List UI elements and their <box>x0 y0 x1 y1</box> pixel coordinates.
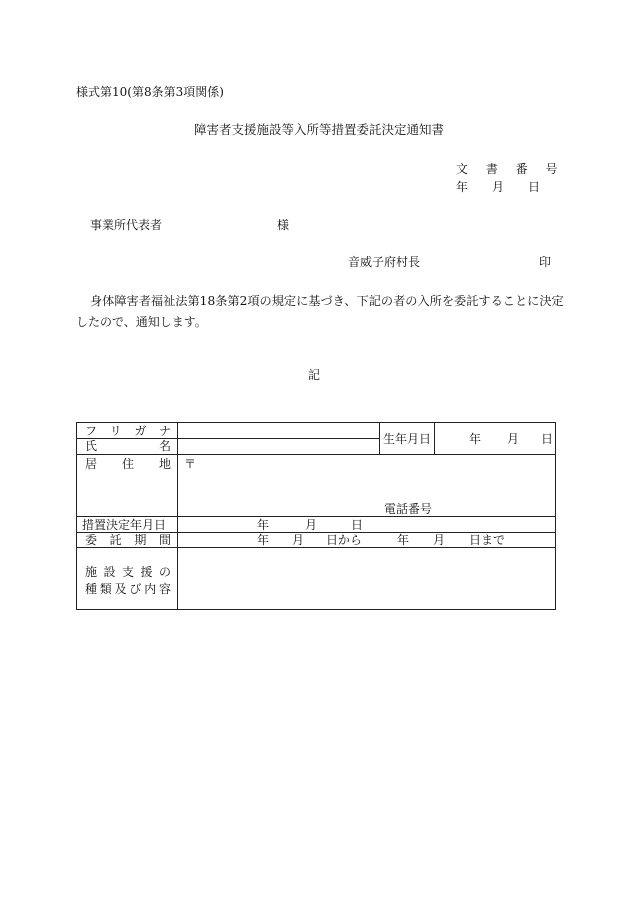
sender-mayor: 音威子府村長 <box>348 255 421 269</box>
period-from-day: 日から <box>326 533 363 547</box>
body-line-1: 身体障害者福祉法第18条第2項の規定に基づき、下記の者の入所を委託することに決定 <box>90 294 564 308</box>
birth-date-label: 生年月日 <box>383 432 432 446</box>
rule-furigana-name <box>77 438 379 439</box>
postal-mark: 〒 <box>184 457 197 471</box>
furigana-label: フ リ ガ ナ <box>85 424 171 438</box>
period-to-year: 年 <box>397 533 410 547</box>
phone-number-label: 電話番号 <box>384 502 433 516</box>
form-number: 様式第10(第8条第3項関係) <box>76 85 224 99</box>
name-label: 氏 名 <box>85 439 171 453</box>
facility-type-label-line-2: 種 類 及 び 内 容 <box>85 582 171 596</box>
birth-day-label: 日 <box>541 432 554 446</box>
period-label: 委 託 期 間 <box>85 533 171 547</box>
ki-heading: 記 <box>308 368 321 382</box>
period-from-month: 月 <box>292 533 305 547</box>
rule-address-decision <box>77 516 555 517</box>
decision-year-label: 年 <box>257 518 270 532</box>
recipient-honorific: 様 <box>277 218 290 232</box>
date-label: 年 月 日 <box>456 180 541 194</box>
doc-number-label: 文 書 番 号 <box>456 162 565 176</box>
page-title: 障害者支援施設等入所等措置委託決定通知書 <box>194 122 445 137</box>
seal-mark: 印 <box>539 255 552 269</box>
period-to-month: 月 <box>433 533 446 547</box>
rule-label-column <box>177 423 178 609</box>
rule-period-facility <box>77 547 555 548</box>
rule-birth-left <box>379 423 380 454</box>
decision-month-label: 月 <box>305 518 318 532</box>
rule-birth-right <box>434 423 435 454</box>
decision-date-label: 措置決定年月日 <box>82 518 167 532</box>
form-table <box>76 422 556 610</box>
address-label: 居 住 地 <box>85 457 171 471</box>
facility-type-label-line-1: 施 設 支 援 の <box>85 565 171 579</box>
birth-year-label: 年 <box>469 432 482 446</box>
rule-name-address <box>77 454 555 455</box>
body-line-2: したので、通知します。 <box>76 315 207 329</box>
birth-month-label: 月 <box>507 432 520 446</box>
period-to-day: 日まで <box>469 533 506 547</box>
period-from-year: 年 <box>257 533 270 547</box>
recipient: 事業所代表者 <box>90 218 163 232</box>
decision-day-label: 日 <box>351 518 364 532</box>
